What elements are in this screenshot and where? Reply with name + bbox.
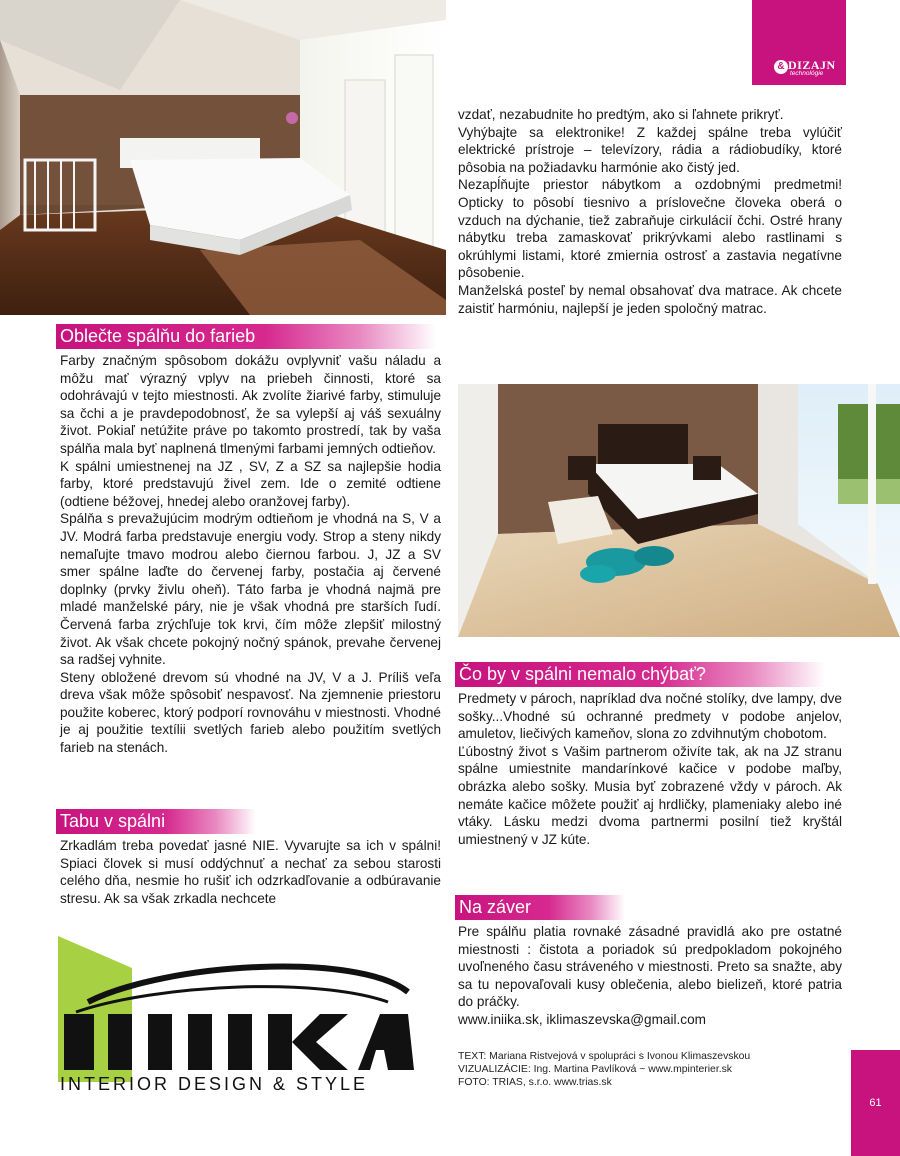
bedroom-photo-white xyxy=(0,0,446,315)
section-title-colors: Oblečte spálňu do farieb xyxy=(56,324,436,349)
page-number: 61 xyxy=(869,1097,882,1109)
paragraph: Pre spálňu platia rovnaké zásadné pravidlá ako pre ostatné miestnosti : čistota a poriadok sú predpokladom pokojného uvoľneného času stráveného v miestnosti. Preto sa snažte, aby sa tu nepovaľovali kusy oblečenia, alebo bielizeň, ktoré patria do práčky. xyxy=(458,924,842,1010)
paragraph: Nezapĺňujte priestor nábytkom a ozdobnými predmetmi! Opticky to pôsobí tiesnivo a príslovečne človeka oberá o vzduch na dýchanie, tiež zabraňuje cirkulácií čchi. Ostré hrany nábytku treba zamaskovať prikrývkami alebo rastlinami s okrúhlymi listami, ktoré zmiernia ostrosť a zastavia negatívne pôsobenie. xyxy=(458,177,842,281)
iniika-logo xyxy=(58,932,420,1100)
logo-tagline: INTERIOR DESIGN & STYLE xyxy=(60,1074,369,1094)
section-body-conclusion xyxy=(458,923,842,1029)
paragraph: Steny obložené drevom sú vhodné na JV, V a J. Príliš veľa dreva však môže spôsobiť nespavosť. Na zjemnenie priestoru použite koberec, ktorý podporí rovnováhu v miestnosti. Vhodné je aj použitie textílii svetlých farieb alebo použitím svetlých farieb na stenách. xyxy=(60,669,441,756)
brand-title: DIZAJN xyxy=(788,58,836,72)
section-body-essentials xyxy=(458,690,842,848)
section-body-colors xyxy=(60,352,441,757)
paragraph: Manželská posteľ by nemal obsahovať dva matrace. Ak chcete zaistiť harmóniu, najlepší je jeden spoločný matrac. xyxy=(458,282,842,316)
paragraph: Ľúbostný život s Vašim partnerom oživíte tak, ak na JZ stranu spálne umiestnite mandarínkové kačice v podobe maľby, obrázka alebo sošky. Musia byť zobrazené vždy v pároch. Ak nemáte kačice môžete použiť aj hrdličky, plameniaky alebo iné vtáky. Lásku medzi dvoma partnermi posilní tiež kryštál umiestnený v JZ kúte. xyxy=(458,743,842,847)
credit-visuals: VIZUALIZÁCIE: Ing. Martina Pavlíková ~ www.mpinterier.sk xyxy=(458,1064,733,1076)
credit-photo: FOTO: TRIAS, s.r.o. www.trias.sk xyxy=(458,1077,612,1089)
credit-text: TEXT: Mariana Ristvejová v spolupráci s Ivonou Klimaszevskou xyxy=(458,1051,751,1062)
magazine-brand xyxy=(772,58,842,80)
credits xyxy=(458,1050,838,1090)
section-title-tabu: Tabu v spálni xyxy=(56,809,256,834)
paragraph: Vyhýbajte sa elektronike! Z každej spálne treba vylúčiť elektrické prístroje – televízory, rádia a rádiobudíky, ktoré pôsobia na požiadavku harmónie ako čistý jed. xyxy=(458,124,842,175)
brand-subtitle: technológie xyxy=(790,70,824,77)
contact-line[interactable]: www.iniika.sk, iklimaszevska@gmail.com xyxy=(458,1011,706,1027)
section-body-tabu xyxy=(60,837,441,907)
brand-ampersand: & xyxy=(774,60,788,74)
paragraph: K spálni umiestnenej na JZ , SV, Z a SZ sa najlepšie hodia farby, ktoré predstavujú živel zem. Ide o zemité odtiene (odtiene béžovej, hnedej alebo oranžovej farby). xyxy=(60,458,441,509)
bedroom-photo-dark-bed xyxy=(458,384,900,637)
section-body-tabu-continued xyxy=(458,106,842,317)
paragraph: Zrkadlám treba povedať jasné NIE. Vyvarujte sa ich v spálni! Spiaci človek si musí oddýchnuť a nechať za sebou starosti celého dňa, nesmie ho rušiť ich odzrkadľovanie a odbúravanie stresu. Ak sa však zrkadla nechcete xyxy=(60,838,441,906)
paragraph: vzdať, nezabudnite ho predtým, ako si ľahnete prikryť. xyxy=(458,107,784,122)
paragraph: Spálňa s prevažujúcim modrým odtieňom je vhodná na S, V a JV. Modrá farba predstavuje energiu vody. Strop a steny nikdy nemaľujte tmavo modrou alebo čiernou farbou. J, JZ a SV smer spálne laďte do červenej farby, postačia aj červené doplnky (prvky živlu oheň). Táto farba je vhodná najmä pre mladé manželské páry, nie je však vhodná pre starších ľudí. Červená farba zrýchľuje tok krvi, čím môže zlepšiť milostný život. Ak však chcete pokojný nočný spánok, prevahe červenej sa radšej vyhnite. xyxy=(60,511,441,668)
paragraph: Farby značným spôsobom dokážu ovplyvniť vašu náladu a môžu mať výrazný vplyv na priebeh činnosti, ktoré sa odohrávajú v tejto miestnosti. Ak zvolíte žiarivé farby, stimuluje sa čchi a je pravdepodobnosť, že sa vylepší aj váš sexuálny život. Pokiaľ netúžite práve po takomto prostredí, tak by vaša spálňa mala byť naplnená tlmenými farbami jemných odtieňov. xyxy=(60,353,441,456)
section-title-essentials: Čo by v spálni nemalo chýbať? xyxy=(455,662,825,687)
paragraph: Predmety v pároch, napríklad dva nočné stolíky, dve lampy, dve sošky...Vhodné sú ochranné predmety v podobe anjelov, amuletov, liečivých kameňov, slona zo zdvihnutým chobotom. xyxy=(458,691,842,742)
section-title-conclusion: Na záver xyxy=(455,895,625,920)
